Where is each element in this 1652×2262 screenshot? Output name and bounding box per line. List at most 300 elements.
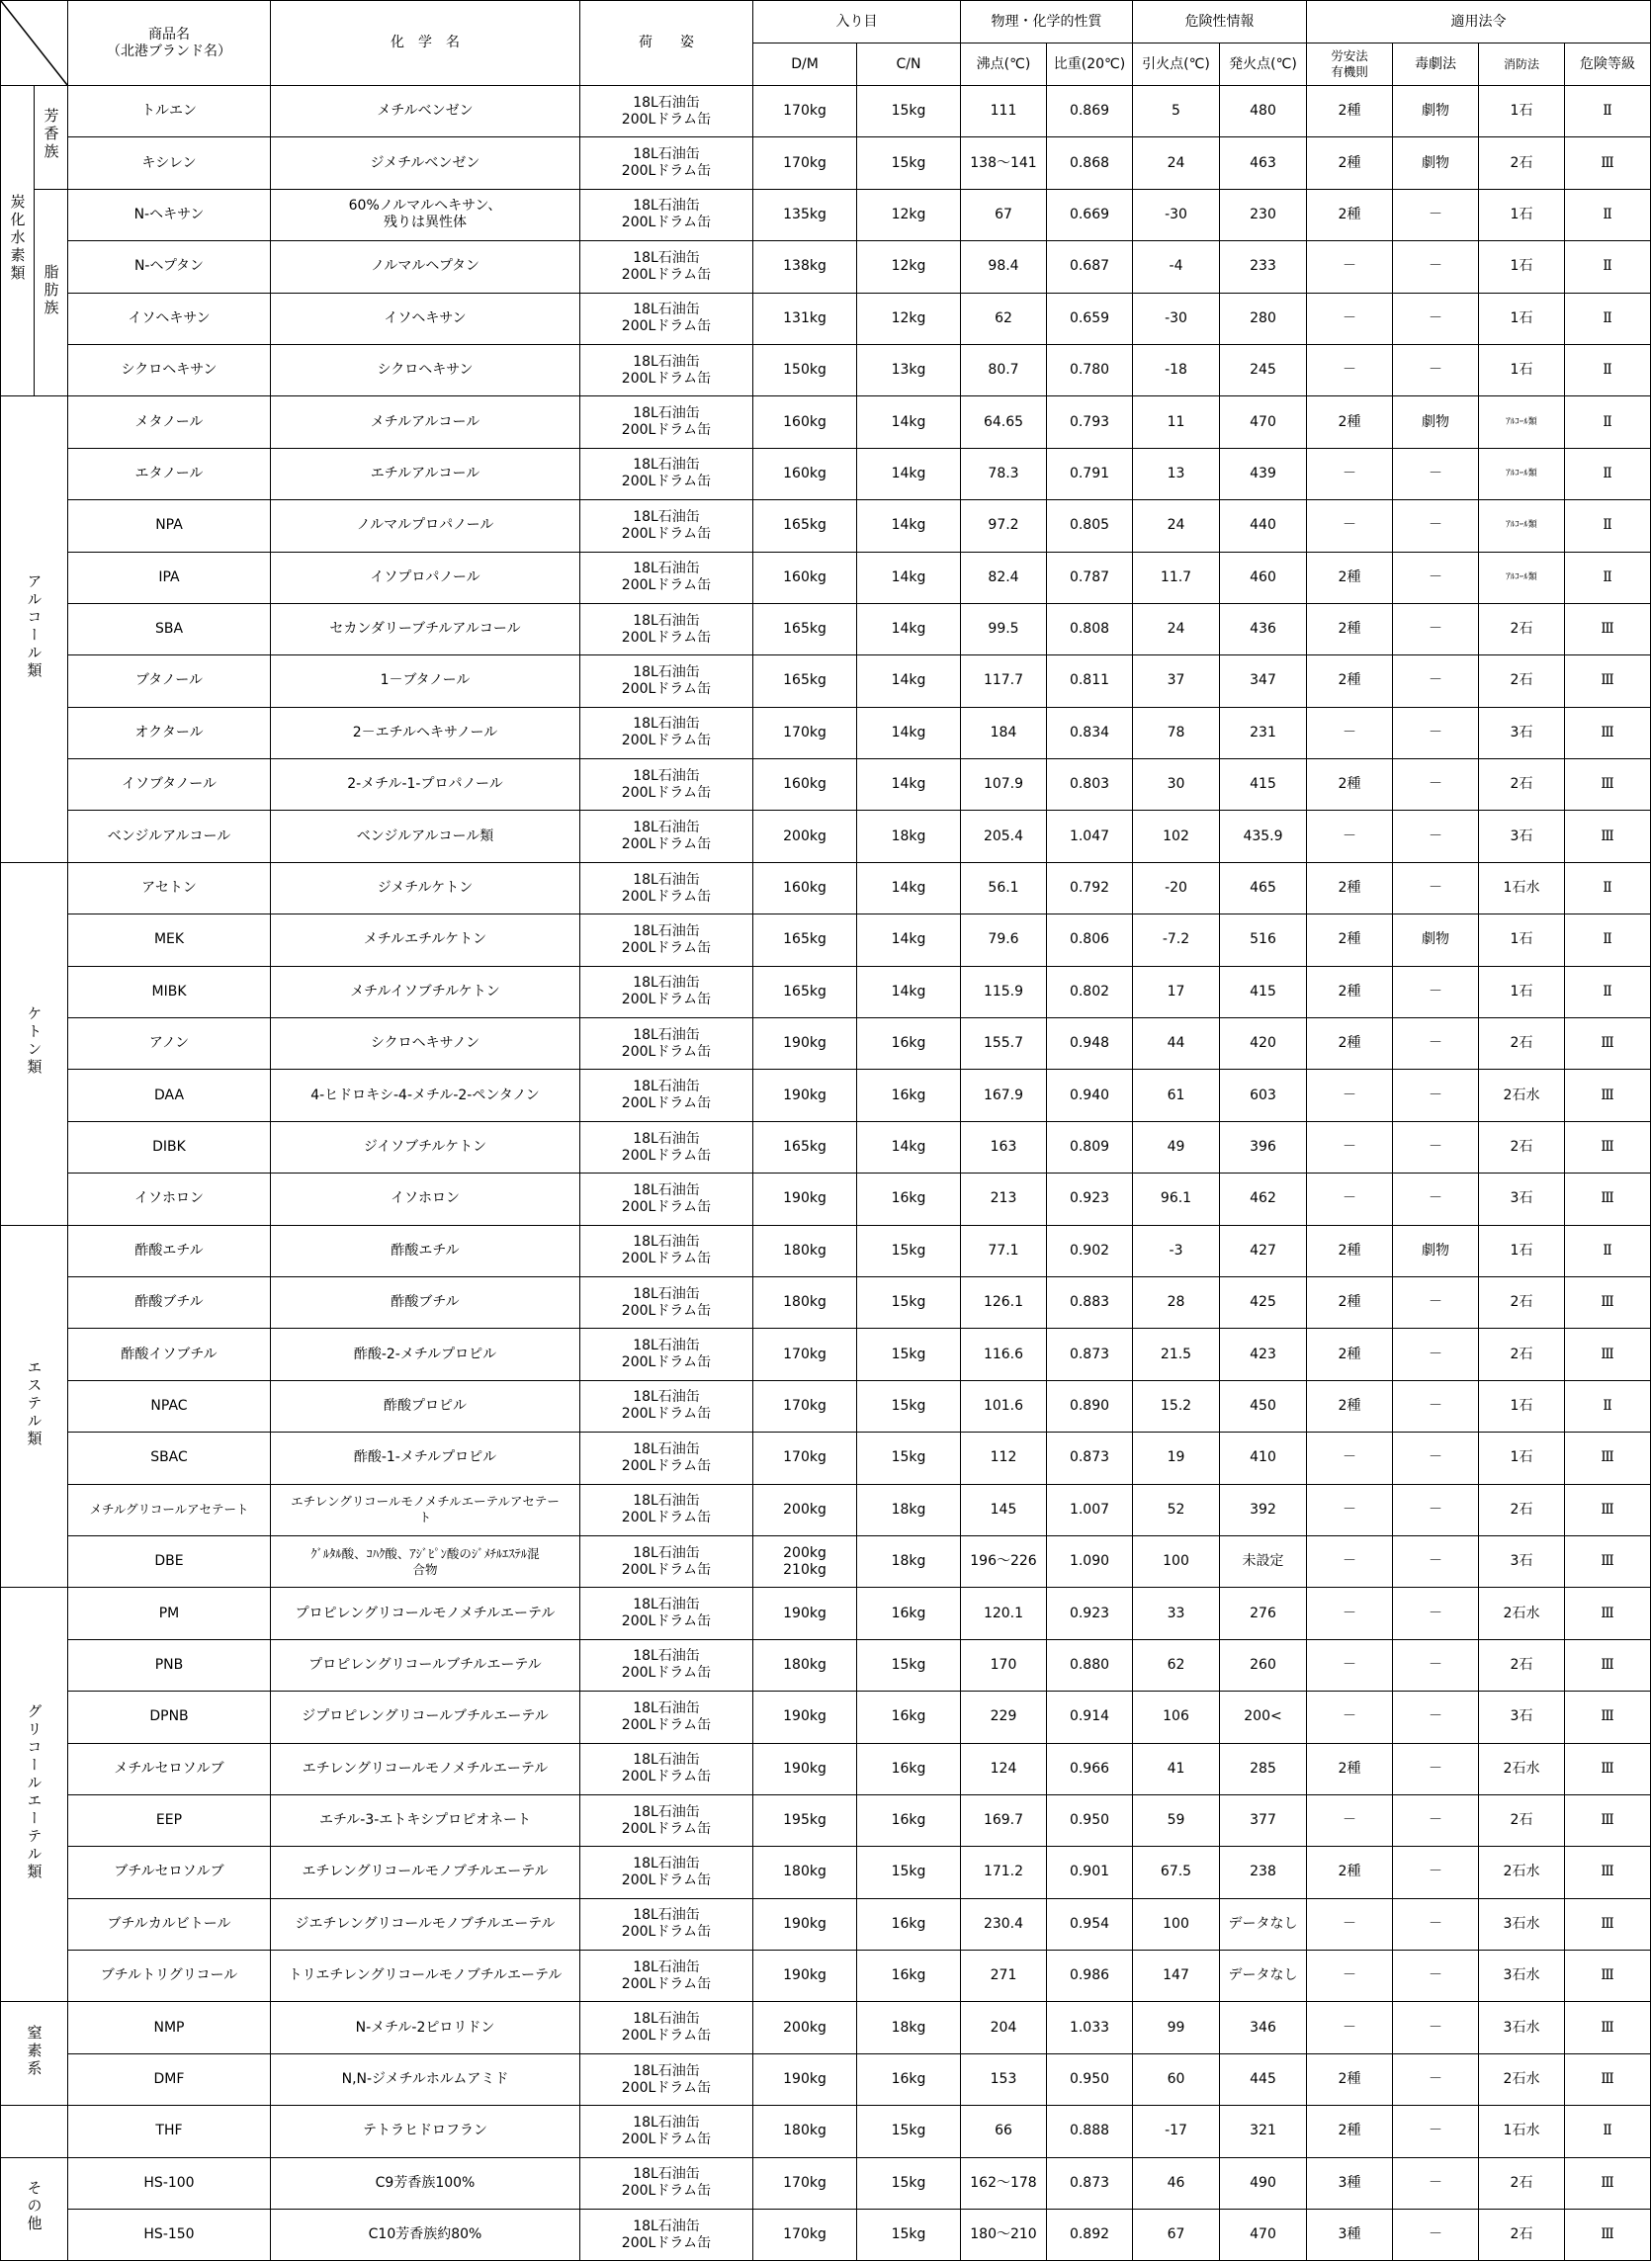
table-row (1, 1174, 1651, 1225)
flash-point: 106 (1133, 1692, 1220, 1743)
chemical-name: シクロヘキサン (271, 344, 580, 395)
ignition-point: 463 (1220, 137, 1307, 189)
cn-weight: 16kg (857, 1692, 961, 1743)
flash-point: 61 (1133, 1070, 1220, 1121)
boiling-point: 117.7 (961, 655, 1047, 707)
product-name: シクロヘキサン (68, 344, 271, 395)
packing: 18L石油缶 200Lドラム缶 (580, 2157, 753, 2209)
ignition-point: 470 (1220, 396, 1307, 448)
roan-class: － (1307, 1484, 1393, 1535)
roan-class: 2種 (1307, 2106, 1393, 2157)
dm-weight: 200kg (753, 811, 857, 862)
boiling-point: 64.65 (961, 396, 1047, 448)
ignition-point: 377 (1220, 1794, 1307, 1846)
packing: 18L石油缶 200Lドラム缶 (580, 655, 753, 707)
shobo-class: 3石水 (1479, 1951, 1565, 2002)
product-name: 酢酸エチル (68, 1225, 271, 1276)
danger-rank: Ⅲ (1565, 1847, 1651, 1898)
chemical-name: イソホロン (271, 1174, 580, 1225)
roan-class: 2種 (1307, 1276, 1393, 1328)
chemical-name: 酢酸プロピル (271, 1380, 580, 1432)
flash-point: 67.5 (1133, 1847, 1220, 1898)
packing: 18L石油缶 200Lドラム缶 (580, 396, 753, 448)
chemical-name: 酢酸-1-メチルプロピル (271, 1433, 580, 1484)
product-name: イソブタノール (68, 759, 271, 811)
doku-class: 劇物 (1393, 86, 1479, 137)
danger-rank: Ⅱ (1565, 966, 1651, 1017)
dm-weight: 160kg (753, 759, 857, 811)
boiling-point: 196～226 (961, 1535, 1047, 1587)
dm-weight: 190kg (753, 1018, 857, 1070)
dm-weight: 138kg (753, 241, 857, 293)
doku-class: － (1393, 862, 1479, 914)
packing: 18L石油缶 200Lドラム缶 (580, 2053, 753, 2105)
flash-point: 60 (1133, 2053, 1220, 2105)
specific-gravity: 0.869 (1047, 86, 1133, 137)
packing: 18L石油缶 200Lドラム缶 (580, 1276, 753, 1328)
chemical-name: エチレングリコールモノブチルエーテル (271, 1847, 580, 1898)
product-name: DBE (68, 1535, 271, 1587)
specific-gravity: 1.090 (1047, 1535, 1133, 1587)
packing: 18L石油缶 200Lドラム缶 (580, 2210, 753, 2261)
chemical-name: シクロヘキサノン (271, 1018, 580, 1070)
roan-class: － (1307, 1070, 1393, 1121)
doku-class: － (1393, 552, 1479, 603)
cn-weight: 14kg (857, 603, 961, 654)
danger-rank: Ⅲ (1565, 707, 1651, 758)
packing: 18L石油缶 200Lドラム缶 (580, 552, 753, 603)
shobo-class: 2石 (1479, 603, 1565, 654)
cn-weight: 14kg (857, 552, 961, 603)
shobo-class: 1石 (1479, 241, 1565, 293)
danger-rank: Ⅱ (1565, 396, 1651, 448)
dm-weight: 180kg (753, 1225, 857, 1276)
doku-class: － (1393, 1588, 1479, 1639)
table-row (1, 966, 1651, 1017)
ignition-point: 260 (1220, 1639, 1307, 1691)
danger-rank: Ⅱ (1565, 2106, 1651, 2157)
danger-rank: Ⅲ (1565, 1535, 1651, 1587)
cn-weight: 18kg (857, 1484, 961, 1535)
boiling-point: 111 (961, 86, 1047, 137)
specific-gravity: 1.047 (1047, 811, 1133, 862)
product-name: 酢酸ブチル (68, 1276, 271, 1328)
corner-diagonal-cell (1, 1, 68, 86)
product-name: オクタール (68, 707, 271, 758)
shobo-class: 2石 (1479, 1639, 1565, 1691)
boiling-point: 107.9 (961, 759, 1047, 811)
ignition-point: 439 (1220, 448, 1307, 499)
dm-weight: 170kg (753, 1329, 857, 1380)
cn-weight: 16kg (857, 1588, 961, 1639)
shobo-class: 1石 (1479, 1225, 1565, 1276)
cn-weight: 15kg (857, 1329, 961, 1380)
specific-gravity: 0.901 (1047, 1847, 1133, 1898)
boiling-point: 184 (961, 707, 1047, 758)
ignition-point: 415 (1220, 759, 1307, 811)
specific-gravity: 0.923 (1047, 1588, 1133, 1639)
table-row (1, 86, 1651, 137)
roan-class: － (1307, 1639, 1393, 1691)
cn-weight: 15kg (857, 1639, 961, 1691)
product-name: MEK (68, 914, 271, 966)
doku-class: － (1393, 448, 1479, 499)
chemical-name: 酢酸ブチル (271, 1276, 580, 1328)
dm-weight: 160kg (753, 448, 857, 499)
doku-class: － (1393, 759, 1479, 811)
dm-weight: 160kg (753, 396, 857, 448)
danger-rank: Ⅱ (1565, 293, 1651, 344)
dm-weight: 131kg (753, 293, 857, 344)
danger-rank: Ⅱ (1565, 189, 1651, 240)
ignition-point: 230 (1220, 189, 1307, 240)
dm-weight: 180kg (753, 1847, 857, 1898)
specific-gravity: 1.033 (1047, 2002, 1133, 2053)
flash-point: 100 (1133, 1535, 1220, 1587)
boiling-point: 99.5 (961, 603, 1047, 654)
doku-class: 劇物 (1393, 1225, 1479, 1276)
cn-weight: 18kg (857, 811, 961, 862)
dm-weight: 170kg (753, 137, 857, 189)
dm-weight: 180kg (753, 2106, 857, 2157)
dm-weight: 165kg (753, 1121, 857, 1173)
doku-class: － (1393, 1070, 1479, 1121)
shobo-class: 2石 (1479, 1329, 1565, 1380)
cn-weight: 12kg (857, 293, 961, 344)
packing: 18L石油缶 200Lドラム缶 (580, 1433, 753, 1484)
chemical-name: メチルベンゼン (271, 86, 580, 137)
table-row (1, 759, 1651, 811)
table-row (1, 137, 1651, 189)
product-name: メチルセロソルブ (68, 1743, 271, 1794)
specific-gravity: 0.793 (1047, 396, 1133, 448)
header-dm: D/M (753, 44, 857, 86)
boiling-point: 66 (961, 2106, 1047, 2157)
cn-weight: 15kg (857, 1380, 961, 1432)
ignition-point: 435.9 (1220, 811, 1307, 862)
table-row (1, 1433, 1651, 1484)
product-name: DAA (68, 1070, 271, 1121)
boiling-point: 229 (961, 1692, 1047, 1743)
cn-weight: 12kg (857, 189, 961, 240)
specific-gravity: 0.802 (1047, 966, 1133, 1017)
cn-weight: 15kg (857, 2157, 961, 2209)
dm-weight: 170kg (753, 1380, 857, 1432)
product-name: EEP (68, 1794, 271, 1846)
chemical-name: 2－エチルヘキサノール (271, 707, 580, 758)
header-chemical: 化 学 名 (271, 1, 580, 86)
flash-point: 30 (1133, 759, 1220, 811)
subgroup-label-aliphatic (35, 189, 68, 396)
cn-weight: 15kg (857, 1433, 961, 1484)
packing: 18L石油缶 200Lドラム缶 (580, 86, 753, 137)
ignition-point: 480 (1220, 86, 1307, 137)
boiling-point: 155.7 (961, 1018, 1047, 1070)
roan-class: 2種 (1307, 1380, 1393, 1432)
packing: 18L石油缶 200Lドラム缶 (580, 1070, 753, 1121)
ignition-point: 440 (1220, 500, 1307, 552)
boiling-point: 101.6 (961, 1380, 1047, 1432)
chemical-name: メチルイソブチルケトン (271, 966, 580, 1017)
dm-weight: 165kg (753, 500, 857, 552)
shobo-class: ｱﾙｺｰﾙ類 (1479, 500, 1565, 552)
table-row (1, 1535, 1651, 1587)
flash-point: -3 (1133, 1225, 1220, 1276)
shobo-class: 1石 (1479, 914, 1565, 966)
dm-weight: 190kg (753, 1174, 857, 1225)
doku-class: － (1393, 707, 1479, 758)
dm-weight: 165kg (753, 914, 857, 966)
ignition-point: 347 (1220, 655, 1307, 707)
doku-class: － (1393, 1121, 1479, 1173)
cn-weight: 12kg (857, 241, 961, 293)
specific-gravity: 0.808 (1047, 603, 1133, 654)
dm-weight: 160kg (753, 862, 857, 914)
flash-point: 15.2 (1133, 1380, 1220, 1432)
doku-class: － (1393, 500, 1479, 552)
cn-weight: 16kg (857, 1070, 961, 1121)
flash-point: 147 (1133, 1951, 1220, 2002)
ignition-point: 465 (1220, 862, 1307, 914)
table-row (1, 1951, 1651, 2002)
product-name: アセトン (68, 862, 271, 914)
product-name: PM (68, 1588, 271, 1639)
boiling-point: 145 (961, 1484, 1047, 1535)
roan-class: 2種 (1307, 1018, 1393, 1070)
roan-class: 2種 (1307, 655, 1393, 707)
chemical-name: テトラヒドロフラン (271, 2106, 580, 2157)
group-label-other (1, 2157, 68, 2261)
packing: 18L石油缶 200Lドラム缶 (580, 1847, 753, 1898)
shobo-class: 2石 (1479, 759, 1565, 811)
table-row (1, 655, 1651, 707)
doku-class: － (1393, 1535, 1479, 1587)
flash-point: 11.7 (1133, 552, 1220, 603)
chemical-name: ｸﾞﾙﾀﾙ酸、ｺﾊｸ酸、ｱｼﾞﾋﾟﾝ酸のｼﾞﾒﾁﾙｴｽﾃﾙ混 合物 (271, 1535, 580, 1587)
chemical-name: プロピレングリコールモノメチルエーテル (271, 1588, 580, 1639)
packing: 18L石油缶 200Lドラム缶 (580, 1329, 753, 1380)
shobo-class: 2石水 (1479, 1847, 1565, 1898)
flash-point: -17 (1133, 2106, 1220, 2157)
flash-point: 41 (1133, 1743, 1220, 1794)
chemical-name: C10芳香族約80% (271, 2210, 580, 2261)
danger-rank: Ⅱ (1565, 914, 1651, 966)
table-row (1, 1380, 1651, 1432)
roan-class: 2種 (1307, 966, 1393, 1017)
table-row (1, 1484, 1651, 1535)
danger-rank: Ⅲ (1565, 1329, 1651, 1380)
header-ignition: 発火点(℃) (1220, 44, 1307, 86)
flash-point: 67 (1133, 2210, 1220, 2261)
product-name: NPAC (68, 1380, 271, 1432)
danger-rank: Ⅲ (1565, 603, 1651, 654)
ignition-point: 200< (1220, 1692, 1307, 1743)
boiling-point: 124 (961, 1743, 1047, 1794)
roan-class: 3種 (1307, 2157, 1393, 2209)
ignition-point: 460 (1220, 552, 1307, 603)
ignition-point: 396 (1220, 1121, 1307, 1173)
ignition-point: 346 (1220, 2002, 1307, 2053)
header-shobo: 消防法 (1479, 44, 1565, 86)
packing: 18L石油缶 200Lドラム缶 (580, 1743, 753, 1794)
danger-rank: Ⅲ (1565, 1433, 1651, 1484)
specific-gravity: 0.940 (1047, 1070, 1133, 1121)
dm-weight: 160kg (753, 552, 857, 603)
table-row (1, 1070, 1651, 1121)
dm-weight: 170kg (753, 2210, 857, 2261)
packing: 18L石油缶 200Lドラム缶 (580, 1535, 753, 1587)
table-row (1, 1847, 1651, 1898)
table-row (1, 1692, 1651, 1743)
specific-gravity: 0.787 (1047, 552, 1133, 603)
specific-gravity: 0.805 (1047, 500, 1133, 552)
group-label-text: エステル類 (25, 1358, 43, 1448)
specific-gravity: 0.948 (1047, 1018, 1133, 1070)
danger-rank: Ⅲ (1565, 2157, 1651, 2209)
table-row (1, 1225, 1651, 1276)
dm-weight: 190kg (753, 1743, 857, 1794)
product-name: N-ヘプタン (68, 241, 271, 293)
shobo-class: 1石 (1479, 344, 1565, 395)
specific-gravity: 0.780 (1047, 344, 1133, 395)
ignition-point: 233 (1220, 241, 1307, 293)
roan-class: － (1307, 707, 1393, 758)
packing: 18L石油缶 200Lドラム缶 (580, 241, 753, 293)
flash-point: 33 (1133, 1588, 1220, 1639)
boiling-point: 79.6 (961, 914, 1047, 966)
shobo-class: 1石 (1479, 293, 1565, 344)
flash-point: -4 (1133, 241, 1220, 293)
chemical-name: ジエチレングリコールモノブチルエーテル (271, 1898, 580, 1950)
danger-rank: Ⅱ (1565, 241, 1651, 293)
danger-rank: Ⅱ (1565, 86, 1651, 137)
group-label-text: グリコールエーテル類 (25, 1702, 43, 1881)
cn-weight: 14kg (857, 759, 961, 811)
roan-class: － (1307, 344, 1393, 395)
boiling-point: 67 (961, 189, 1047, 240)
specific-gravity: 0.873 (1047, 1329, 1133, 1380)
boiling-point: 77.1 (961, 1225, 1047, 1276)
chemical-name: N-メチル-2ピロリドン (271, 2002, 580, 2053)
group-label-text: 窒素系 (25, 2024, 43, 2078)
header-packing: 荷 姿 (580, 1, 753, 86)
packing: 18L石油缶 200Lドラム缶 (580, 1898, 753, 1950)
roan-class: － (1307, 1174, 1393, 1225)
boiling-point: 204 (961, 2002, 1047, 2053)
shobo-class: 3石水 (1479, 1898, 1565, 1950)
doku-class: － (1393, 811, 1479, 862)
table-row (1, 914, 1651, 966)
ignition-point: 276 (1220, 1588, 1307, 1639)
ignition-point: データなし (1220, 1898, 1307, 1950)
specific-gravity: 0.892 (1047, 2210, 1133, 2261)
dm-weight: 190kg (753, 1692, 857, 1743)
danger-rank: Ⅲ (1565, 1898, 1651, 1950)
shobo-class: 2石 (1479, 1121, 1565, 1173)
table-row (1, 344, 1651, 395)
danger-rank: Ⅲ (1565, 1121, 1651, 1173)
danger-rank: Ⅲ (1565, 811, 1651, 862)
shobo-class: 2石水 (1479, 1588, 1565, 1639)
header-cn: C/N (857, 44, 961, 86)
dm-weight: 200kg 210kg (753, 1535, 857, 1587)
dm-weight: 200kg (753, 1484, 857, 1535)
table-body (1, 86, 1651, 2261)
boiling-point: 205.4 (961, 811, 1047, 862)
cn-weight: 15kg (857, 2210, 961, 2261)
table-row (1, 811, 1651, 862)
ignition-point: 238 (1220, 1847, 1307, 1898)
table-row (1, 448, 1651, 499)
chemical-name: 60%ノルマルヘキサン、 残りは異性体 (271, 189, 580, 240)
roan-class: 2種 (1307, 1743, 1393, 1794)
dm-weight: 165kg (753, 966, 857, 1017)
danger-rank: Ⅲ (1565, 1070, 1651, 1121)
table-row (1, 1639, 1651, 1691)
shobo-class: 2石 (1479, 1484, 1565, 1535)
flash-point: 24 (1133, 603, 1220, 654)
boiling-point: 230.4 (961, 1898, 1047, 1950)
cn-weight: 14kg (857, 448, 961, 499)
danger-rank: Ⅱ (1565, 862, 1651, 914)
dm-weight: 170kg (753, 2157, 857, 2209)
chemical-name: メチルエチルケトン (271, 914, 580, 966)
doku-class: － (1393, 2106, 1479, 2157)
flash-point: 62 (1133, 1639, 1220, 1691)
product-name: ブチルセロソルブ (68, 1847, 271, 1898)
ignition-point: 445 (1220, 2053, 1307, 2105)
chemical-name: 2-メチル-1-プロパノール (271, 759, 580, 811)
product-name: NMP (68, 2002, 271, 2053)
product-name: 酢酸イソブチル (68, 1329, 271, 1380)
group-label-hydrocarbon (1, 86, 35, 396)
product-name: MIBK (68, 966, 271, 1017)
doku-class: － (1393, 344, 1479, 395)
specific-gravity: 0.890 (1047, 1380, 1133, 1432)
shobo-class: 3石 (1479, 1692, 1565, 1743)
packing: 18L石油缶 200Lドラム缶 (580, 1794, 753, 1846)
specific-gravity: 0.791 (1047, 448, 1133, 499)
danger-rank: Ⅲ (1565, 1174, 1651, 1225)
chemical-name: セカンダリーブチルアルコール (271, 603, 580, 654)
doku-class: － (1393, 1329, 1479, 1380)
product-name: イソホロン (68, 1174, 271, 1225)
roan-class: － (1307, 1951, 1393, 2002)
specific-gravity: 0.966 (1047, 1743, 1133, 1794)
packing: 18L石油缶 200Lドラム缶 (580, 1484, 753, 1535)
product-name: メチルグリコールアセテート (68, 1484, 271, 1535)
packing: 18L石油缶 200Lドラム缶 (580, 448, 753, 499)
roan-class: － (1307, 1692, 1393, 1743)
group-label-text: ケトン類 (25, 1005, 43, 1078)
doku-class: － (1393, 966, 1479, 1017)
doku-class: － (1393, 603, 1479, 654)
danger-rank: Ⅱ (1565, 344, 1651, 395)
packing: 18L石油缶 200Lドラム缶 (580, 811, 753, 862)
subgroup-label-text: 芳香族 (42, 108, 60, 162)
table-row (1, 1743, 1651, 1794)
specific-gravity: 0.803 (1047, 759, 1133, 811)
danger-rank: Ⅱ (1565, 448, 1651, 499)
cn-weight: 16kg (857, 1898, 961, 1950)
ignition-point: 410 (1220, 1433, 1307, 1484)
table-row (1, 1898, 1651, 1950)
ignition-point: 450 (1220, 1380, 1307, 1432)
dm-weight: 190kg (753, 2053, 857, 2105)
specific-gravity: 0.806 (1047, 914, 1133, 966)
boiling-point: 80.7 (961, 344, 1047, 395)
specific-gravity: 0.914 (1047, 1692, 1133, 1743)
